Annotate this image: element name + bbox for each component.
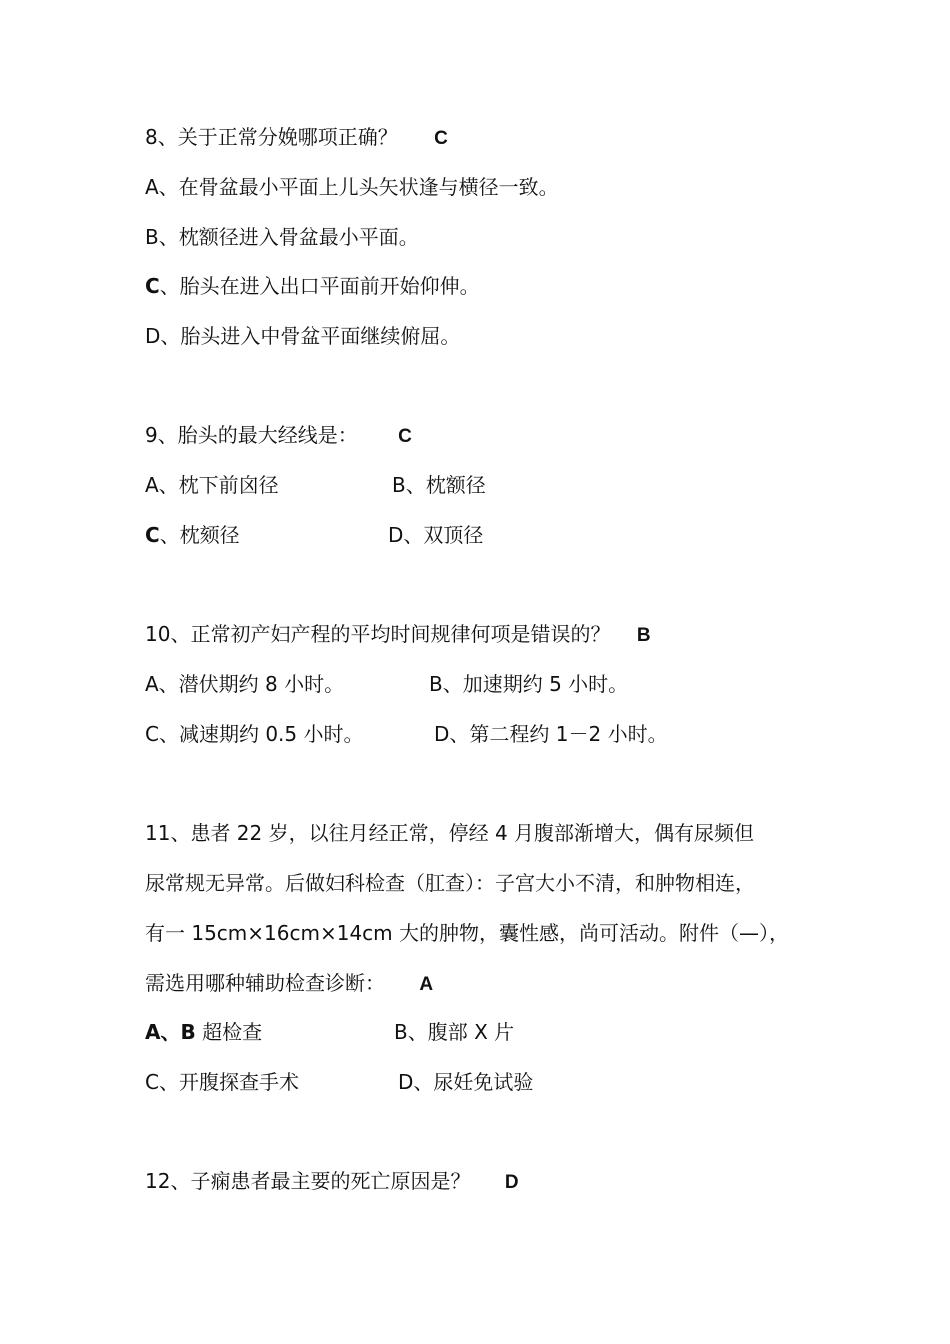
q10-option-d: D、第二程约 1－2 小时。	[434, 722, 668, 746]
q9-stem	[145, 422, 412, 450]
q10-stem-text: 10、正常初产妇产程的平均时间规律何项是错误的？	[145, 622, 611, 646]
q11-stem-text: 需选用哪种辅助检查诊断：	[145, 971, 385, 995]
q11-option-d: D、尿妊免试验	[398, 1070, 534, 1094]
q8-option-c	[145, 273, 480, 299]
q12-answer: D	[504, 1172, 519, 1193]
q11-stem-line4	[145, 970, 433, 998]
q11-stem-line3: 有一 15cm×16cm×14cm 大的肿物，囊性感，尚可活动。附件（—），	[145, 921, 790, 945]
q9-option-c-text: 、枕颏径	[159, 523, 240, 547]
q11-options-row1	[145, 1019, 515, 1045]
q11-option-c: C、开腹探查手术	[145, 1070, 299, 1094]
q11-option-a	[145, 1020, 262, 1044]
q9-option-b: B、枕额径	[392, 473, 486, 497]
q11-option-b: B、腹部 X 片	[394, 1020, 515, 1044]
q11-option-a-bold: A、B	[145, 1020, 196, 1044]
q10-answer: B	[636, 625, 651, 646]
q11-stem-line1: 11、患者 22 岁，以往月经正常，停经 4 月腹部渐增大，偶有尿频但	[145, 821, 755, 845]
q9-options-row2	[145, 522, 484, 548]
q11-answer: A	[419, 974, 434, 995]
q8-option-d: D、胎头进入中骨盆平面继续俯屈。	[145, 324, 461, 348]
q8-stem-text: 8、关于正常分娩哪项正确？	[145, 125, 398, 149]
q11-stem-line2: 尿常规无异常。后做妇科检查（肛查）：子宫大小不清，和肿物相连，	[145, 871, 755, 895]
q8-stem	[145, 124, 448, 152]
q9-options-row1	[145, 472, 486, 498]
q10-option-b: B、加速期约 5 小时。	[429, 672, 629, 696]
q8-option-b: B、枕额径进入骨盆最小平面。	[145, 225, 419, 249]
q8-answer: C	[434, 128, 448, 149]
q10-options-row2	[145, 721, 668, 747]
q9-option-d: D、双顶径	[388, 523, 484, 547]
q9-option-c-letter: C	[145, 523, 160, 547]
q11-option-a-text: 超检查	[195, 1020, 263, 1044]
q8-option-a: A、在骨盆最小平面上儿头矢状逢与横径一致。	[145, 175, 559, 199]
q10-option-a: A、潜伏期约 8 小时。	[145, 672, 345, 696]
q9-option-a: A、枕下前囟径	[145, 473, 279, 497]
q12-stem-text: 12、子痫患者最主要的死亡原因是？	[145, 1169, 471, 1193]
q10-stem	[145, 621, 651, 649]
q10-option-c: C、减速期约 0.5 小时。	[145, 722, 364, 746]
q12-stem	[145, 1168, 519, 1196]
q9-stem-text: 9、胎头的最大经线是：	[145, 423, 358, 447]
q8-option-c-text: 、胎头在进入出口平面前开始仰伸。	[159, 274, 480, 298]
q11-options-row2	[145, 1069, 534, 1095]
q10-options-row1	[145, 671, 629, 697]
q8-option-c-letter: C	[145, 274, 160, 298]
q9-option-c	[145, 523, 240, 547]
q9-answer: C	[398, 426, 412, 447]
